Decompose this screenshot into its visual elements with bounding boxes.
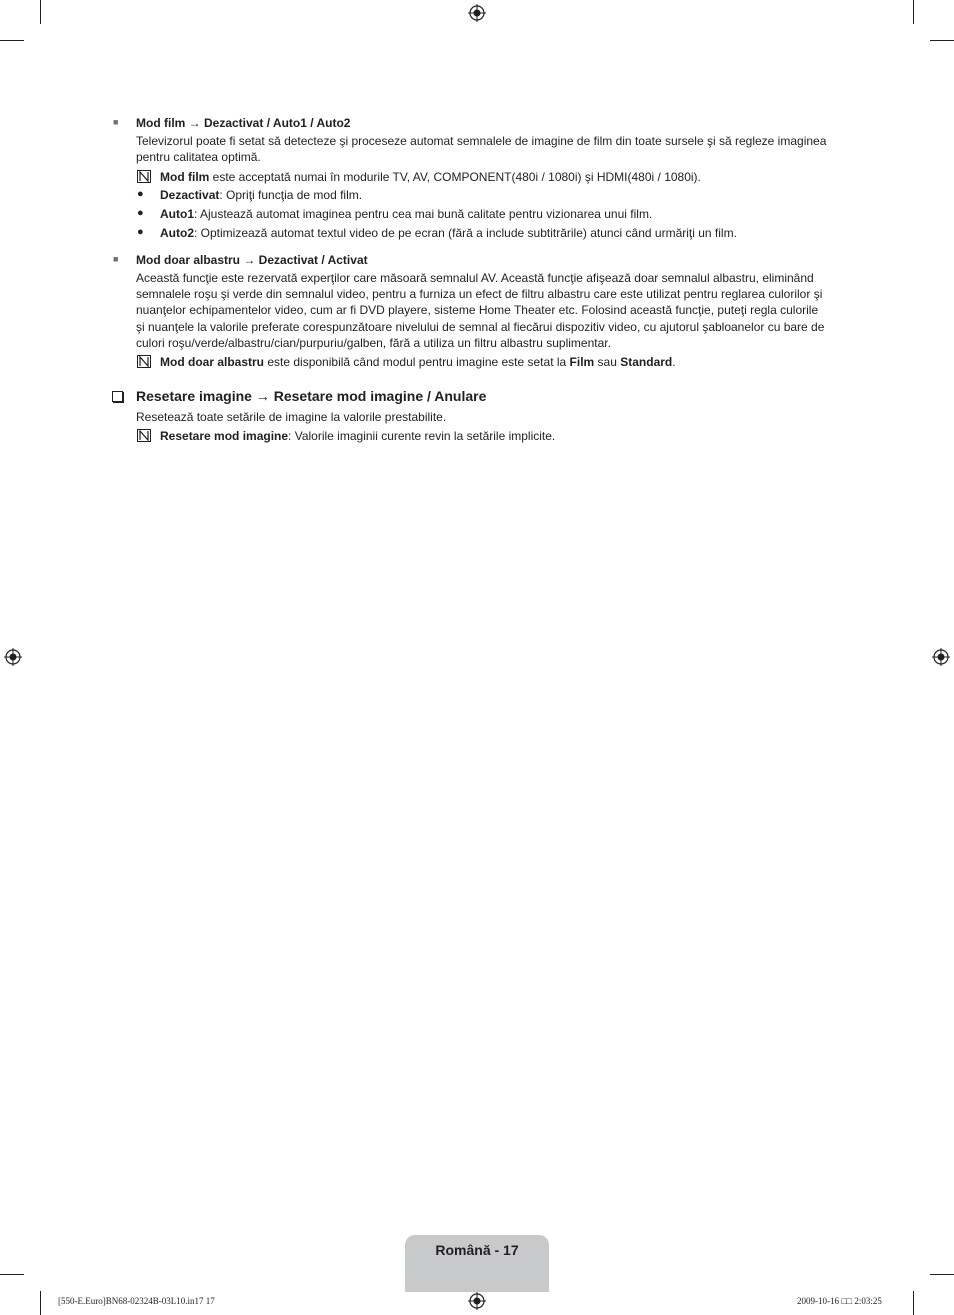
note-reset: Resetare mod imagine: Valorile imaginii curente revin la setările implicite. [160,429,556,443]
bullet-icon: ● [137,207,144,219]
crop-mark [0,1274,24,1275]
crop-mark [913,0,914,24]
section-description-reset: Resetează toate setările de imagine la valorile prestabilite. [136,410,447,424]
note-icon [137,170,151,183]
crop-mark [913,1291,914,1315]
note-blue: Mod doar albastru este disponibilă când modul pentru imagine este setat la Film sau Standard. [160,355,676,369]
note-film [160,169,701,185]
crop-mark [0,40,24,41]
print-slug-right: 2009-10-16 □□ 2:03:25 [797,1296,882,1306]
list-item: Dezactivat: Opriţi funcţia de mod film. [160,188,363,202]
crop-mark [930,1274,954,1275]
registration-mark-icon [932,648,950,666]
page-number-tab [405,1235,549,1292]
page-number: Română - 17 [435,1242,519,1258]
note-icon [137,429,151,442]
registration-mark-icon [468,4,486,22]
note-icon [137,355,151,368]
bullet-icon: ● [137,226,144,238]
note-film-bold: Mod film [160,170,210,184]
section-title-reset: Resetare imagine → Resetare mod imagine / Anulare [136,388,487,404]
section-description-blue-line: şi nuanţele la valorile preferate corespunzătoare nivelului de semnal al fiecărui dispozitiv video, cu ajutorul şabloanelor cu bare de [136,320,825,334]
section-description-blue-line: semnalele roşu şi verde din semnalul video, pentru a furniza un efect de filtru albastru care este utilizat pentru reglarea culorilor şi [136,287,823,301]
crop-mark [40,0,41,24]
section-title-film: Mod film → Dezactivat / Auto1 / Auto2 [136,116,351,130]
section-description-blue-line: culori roşu/verde/albastru/cian/purpuriu/galben, fără a utiliza un filtru albastru suplimentar. [136,336,611,350]
crop-mark [40,1291,41,1315]
list-item: Auto1: Ajustează automat imaginea pentru cea mai bună calitate pentru vizionarea unui film. [160,207,653,221]
list-item: Auto2: Optimizează automat textul video de pe ecran (fără a include subtitrările) atunci când urmăriţi un film. [160,226,737,240]
section-title-blue: Mod doar albastru → Dezactivat / Activat [136,253,368,267]
bullet-icon: ● [137,188,144,200]
square-bullet-icon: ■ [113,254,119,264]
registration-mark-icon [4,648,22,666]
section-description-blue-line: Această funcţie este rezervată experţilor care măsoară semnalul AV. Această funcţie afişează doar semnalul albastru, eliminând [136,271,814,285]
checkbox-bullet-icon [112,391,123,402]
section-description-blue-line: nuanţelor echipamentelor video, cum ar fi DVD playere, sisteme Home Theater etc. Folosind această funcţie, puteţi regla culorile [136,303,819,317]
crop-mark [930,40,954,41]
square-bullet-icon: ■ [113,117,119,127]
section-description-film: Televizorul poate fi setat să detecteze şi proceseze automat semnalele de imagine de film din toate sursele şi să regleze imaginea pentru calitatea optimă. [136,134,827,165]
note-film-text: este acceptată numai în modurile TV, AV, COMPONENT(480i / 1080i) şi HDMI(480i / 1080i). [209,170,701,184]
print-slug-left: [550-E.Euro]BN68-02324B-03L10.in17 17 [58,1296,215,1306]
registration-mark-icon [468,1292,486,1310]
